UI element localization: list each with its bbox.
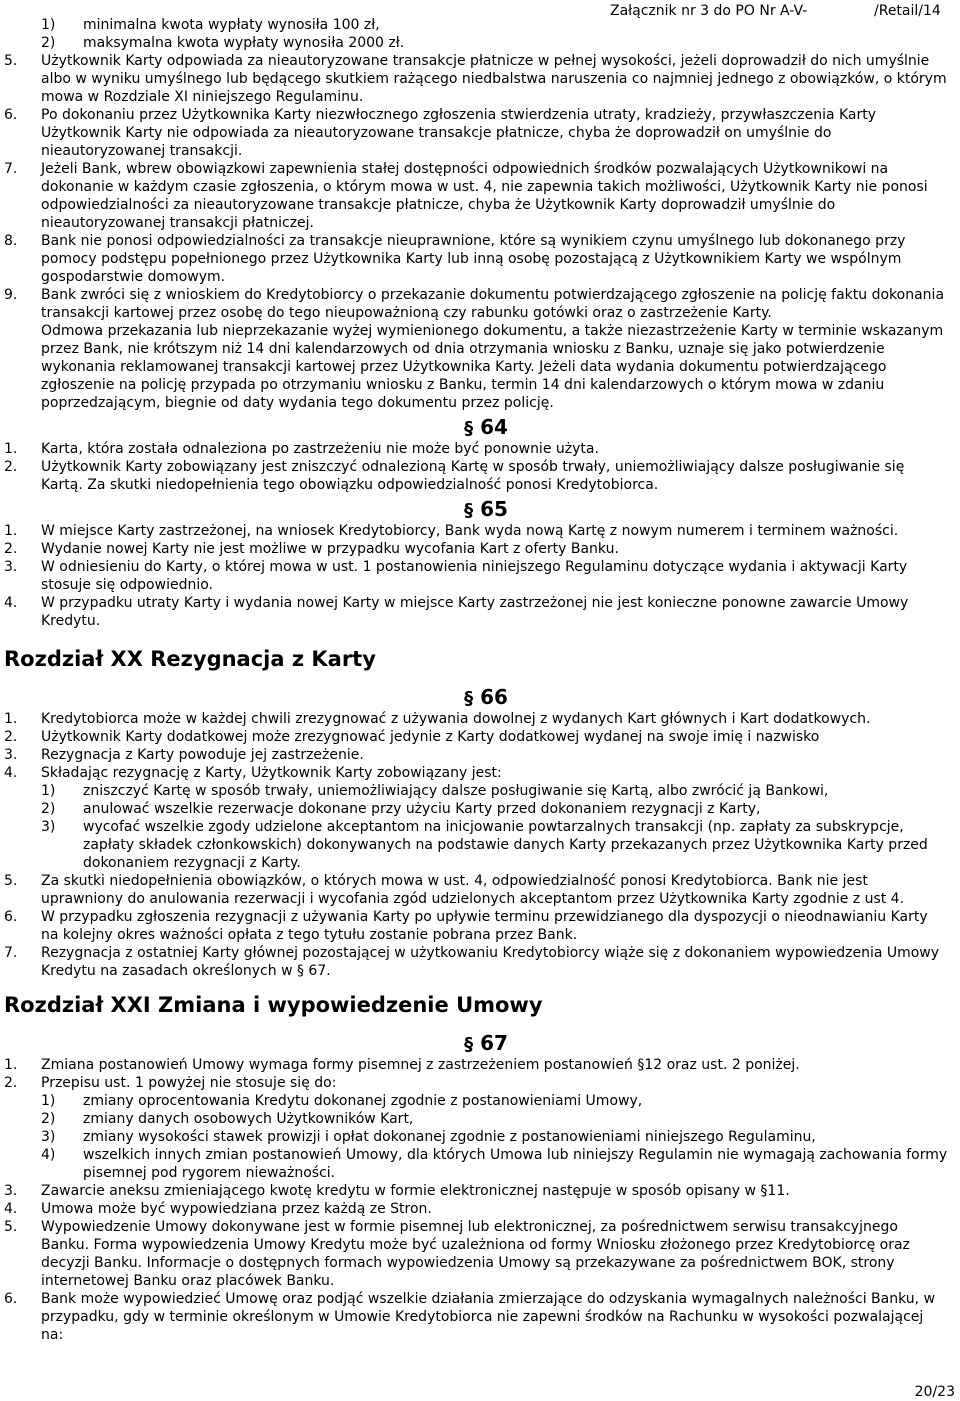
item-number: 6. [4,1291,18,1307]
sub-list-item [41,1128,948,1146]
item-text: anulować wszelkie rezerwacje dokonane przy użyciu Karty przed dokonaniem rezygnacji z Karty, [83,801,761,817]
item-number: 2. [4,541,18,557]
item-text: W przypadku utraty Karty i wydania nowej Karty w miejsce Karty zastrzeżonej nie jest konieczne ponowne zawarcie Umowy Kredytu. [41,595,909,629]
item-number: 2. [4,459,18,475]
item-text: Użytkownik Karty odpowiada za nieautoryzowane transakcje płatnicze w pełnej wysokości, jeżeli doprowadził do nich umyślnie albo w wyniku umyślnego lub będącego skutkiem rażącego niedbalstwa naruszenia co najmniej jednego z obowiązków, o którym mowa w Rozdziale XI niniejszego Regulaminu. [41,53,947,105]
header-retail: /Retail/14 [874,3,941,19]
list-item [4,52,948,106]
list-item [4,746,948,764]
item-text: Zawarcie aneksu zmieniającego kwotę kredytu w formie elektronicznej następuje w sposób opisany w §11. [41,1183,790,1199]
list-item [4,558,948,594]
section-heading [4,686,948,710]
item9-continuation: Odmowa przekazania lub nieprzekazanie wyżej wymienionego dokumentu, a także niezastrzeżenie Karty w terminie wskazanym przez Bank, nie krótszym niż 14 dni kalendarzowych od dnia otrzymania wniosku z Banku, uznaje się jako potwierdzenie wykonania reklamowanej transakcji kartowej przez Użytkownika Karty. Jeżeli data wydania dokumentu potwierdzającego zgłoszenie na policję przypada po otrzymaniu wniosku z Banku, termin 14 dni kalendarzowych o którym mowa w zdaniu poprzedzającym, biegnie od daty wydania tego dokumentu przez policję. [41,323,944,411]
section-heading [4,1032,948,1056]
section-symbol: § [464,1034,474,1055]
section-number: 67 [480,1031,508,1055]
item-text: Bank nie ponosi odpowiedzialności za transakcje nieuprawnione, które są wynikiem czynu umyślnego lub dokonanego przy pomocy podstępu popełnionego przez Użytkownika Karty lub inną osobę pozostającą z Użytkownikiem Karty we wspólnym gospodarstwie domowym. [41,233,906,285]
list-item [4,286,948,322]
list-item [4,540,948,558]
section-number: 64 [480,415,508,439]
sub-list [4,1092,948,1182]
list-item [4,710,948,728]
item-number: 1. [4,523,18,539]
list-item [4,1218,948,1290]
item-number: 6. [4,107,18,123]
item-text: Przepisu ust. 1 powyżej nie stosuje się do: [41,1075,337,1091]
header-attachment: Załącznik nr 3 do PO Nr A-V- [610,3,808,19]
chapter-title: Rozdział XXI Zmiana i wypowiedzenie Umowy [4,993,543,1017]
item-text: Bank może wypowiedzieć Umowę oraz podjąć wszelkie działania zmierzające do odzyskania wymagalnych należności Banku, w przypadku, gdy w terminie określonym w Umowie Kredytobiorca nie zapewni środków na Rachunku w wysokości pozwalającej na: [41,1291,936,1343]
item-text: zniszczyć Kartę w sposób trwały, uniemożliwiający dalsze posługiwanie się Kartą, albo zwrócić ją Bankowi, [83,783,829,799]
item-number: 2. [4,729,18,745]
item-text: wszelkich innych zmian postanowień Umowy, dla których Umowa lub niniejszy Regulamin nie wymagają zachowania formy pisemnej pod rygorem nieważności. [83,1147,948,1181]
item-number: 1) [41,1093,56,1109]
item-number: 1. [4,1057,18,1073]
item-text: Bank zwróci się z wnioskiem do Kredytobiorcy o przekazanie dokumentu potwierdzającego zgłoszenie na policję faktu dokonania transakcji kartowej przez osobę do tego nieupoważnioną czy rabunku gotówki oraz o zastrzeżenie Karty. [41,287,945,321]
item-text: Umowa może być wypowiedziana przez każdą ze Stron. [41,1201,432,1217]
sub-list-item [41,34,948,52]
item-text: Użytkownik Karty zobowiązany jest zniszczyć odnalezioną Kartę w sposób trwały, uniemożliwiający dalsze posługiwanie się Kartą. Za skutki niedopełnienia tego obowiązku odpowiedzialność ponosi Kredytobiorca. [41,459,905,493]
item-text: Użytkownik Karty dodatkowej może zrezygnować jedynie z Karty dodatkowej wydanej na swoje imię i nazwisko [41,729,820,745]
item-number: 2) [41,801,56,817]
section-number: 66 [480,685,508,709]
section-heading [4,498,948,522]
item-number: 1) [41,783,56,799]
list-item [4,1200,948,1218]
item-number: 6. [4,909,18,925]
list-item [4,440,948,458]
section-number: 65 [480,497,508,521]
item-text: Składając rezygnację z Karty, Użytkownik Karty zobowiązany jest: [41,765,502,781]
item-number: 3) [41,819,56,835]
item-text: minimalna kwota wypłaty wynosiła 100 zł, [83,17,380,33]
top-items [4,52,948,322]
section-heading [4,416,948,440]
list-item [4,872,948,908]
item-text: W miejsce Karty zastrzeżonej, na wniosek Kredytobiorcy, Bank wyda nową Kartę z nowym numerem i terminem ważności. [41,523,899,539]
chapter-21 [4,992,948,1344]
sub-list-item [41,16,948,34]
list-item [4,1074,948,1092]
item-text: Kredytobiorca może w każdej chwili zrezygnować z używania dowolnej z wydanych Kart głównych i Kart dodatkowych. [41,711,871,727]
item-text: W przypadku zgłoszenia rezygnacji z używania Karty po upływie terminu przewidzianego dla dyspozycji o nieodnawianiu Karty na kolejny okres ważności opłata z tego tytułu zostanie pobrana przez Bank. [41,909,928,943]
item-number: 7. [4,161,18,177]
item-text: Po dokonaniu przez Użytkownika Karty niezwłocznego zgłoszenia stwierdzenia utraty, kradzieży, przywłaszczenia Karty Użytkownik Karty nie odpowiada za nieautoryzowane transakcje płatnicze, chyba że doprowadził on umyślnie do nieautoryzowanej transakcji. [41,107,877,159]
item-number: 2) [41,1111,56,1127]
list-item [4,160,948,232]
item-number: 4. [4,595,18,611]
sub-list-item [41,800,948,818]
section-64 [4,416,948,494]
item-number: 3. [4,747,18,763]
item-text: Jeżeli Bank, wbrew obowiązkowi zapewnienia stałej dostępności odpowiednich środków pozwalających Użytkownikowi na dokonanie w każdym czasie zgłoszenia, o którym mowa w ust. 4, nie zapewnia takich możliwości, Użytkownik Karty nie ponosi odpowiedzialności za nieautoryzowane transakcje płatnicze, chyba że Użytkownik Karty doprowadził umyślnie do nieautoryzowanej transakcji płatniczej. [41,161,928,231]
section-symbol: § [464,688,474,709]
item-number: 5. [4,873,18,889]
item-text: zmiany danych osobowych Użytkowników Kart, [83,1111,414,1127]
item-number: 3) [41,1129,56,1145]
sub-list-item [41,782,948,800]
sub-list-item [41,1146,948,1182]
item-number: 4. [4,765,18,781]
item-number: 5. [4,53,18,69]
list-item [4,106,948,160]
item-text: maksymalna kwota wypłaty wynosiła 2000 zł. [83,35,405,51]
sub-list-item [41,818,948,872]
item-number: 1. [4,711,18,727]
item-text: Wypowiedzenie Umowy dokonywane jest w formie pisemnej lub elektronicznej, za pośrednictwem serwisu transakcyjnego Banku. Forma wypowiedzenia Umowy Kredytu może być uzależniona od formy Wniosku złożonego przez Kredytobiorcę oraz decyzji Banku. Informacje o dostępnych formach wypowiedzenia Umowy są przekazywane za pośrednictwem BOK, strony internetowej Banku oraz placówek Banku. [41,1219,910,1289]
item-text: wycofać wszelkie zgody udzielone akceptantom na inicjowanie powtarzalnych transakcji (np. zapłaty za subskrypcje, zapłaty składek członkowskich) dokonywanych na podstawie danych Karty przekazanych przez Użytkownika Karty przed dokonaniem rezygnacji z Karty. [83,819,928,871]
section-symbol: § [464,500,474,521]
item-number: 4. [4,1201,18,1217]
item-text: Zmiana postanowień Umowy wymaga formy pisemnej z zastrzeżeniem postanowień §12 oraz ust. 2 poniżej. [41,1057,800,1073]
item-text: W odniesieniu do Karty, o której mowa w ust. 1 postanowienia niniejszego Regulaminu dotyczące wydania i aktywacji Karty stosuje się odpowiednio. [41,559,908,593]
item-text: Rezygnacja z Karty powoduje jej zastrzeżenie. [41,747,364,763]
item-text: zmiany wysokości stawek prowizji i opłat dokonanej zgodnie z postanowieniami niniejszego Regulaminu, [83,1129,816,1145]
item-number: 5. [4,1219,18,1235]
list-item [4,522,948,540]
item-number: 4) [41,1147,56,1163]
item-text: zmiany oprocentowania Kredytu dokonanej zgodnie z postanowieniami Umowy, [83,1093,643,1109]
item-number: 3. [4,559,18,575]
sections [4,416,948,630]
item-text: Rezygnacja z ostatniej Karty głównej pozostającej w użytkowaniu Kredytobiorcy wiąże się z dokonaniem wypowiedzenia Umowy Kredytu na zasadach określonych w § 67. [41,945,940,979]
item-text: Wydanie nowej Karty nie jest możliwe w przypadku wycofania Kart z oferty Banku. [41,541,619,557]
item-number: 7. [4,945,18,961]
page-number: 20/23 [914,1384,955,1400]
chapter-title: Rozdział XX Rezygnacja z Karty [4,647,376,671]
item-number: 3. [4,1183,18,1199]
item-number: 9. [4,287,18,303]
sub-list [4,782,948,872]
list-item [4,1290,948,1344]
chapter-20 [4,646,948,980]
list-item [4,908,948,944]
item-number: 1. [4,441,18,457]
list-item [4,232,948,286]
list-item [4,458,948,494]
list-item [4,764,948,782]
list-item [4,1182,948,1200]
item-text: Za skutki niedopełnienia obowiązków, o których mowa w ust. 4, odpowiedzialność ponosi Kredytobiorca. Bank nie jest uprawniony do anulowania rezerwacji i wycofania zgód udzielonych akceptantom przez Użytkownika Karty zgodnie z ust 4. [41,873,905,907]
document-body [4,16,948,1344]
section-65 [4,498,948,630]
item-number: 1) [41,17,56,33]
top-sublist [4,16,948,52]
item-number: 8. [4,233,18,249]
list-item [4,594,948,630]
list-item [4,728,948,746]
list-item [4,944,948,980]
list-item [4,1056,948,1074]
item-text: Karta, która została odnaleziona po zastrzeżeniu nie może być ponownie użyta. [41,441,599,457]
item-number: 2. [4,1075,18,1091]
section-symbol: § [464,418,474,439]
sub-list-item [41,1110,948,1128]
sub-list-item [41,1092,948,1110]
item-number: 2) [41,35,56,51]
